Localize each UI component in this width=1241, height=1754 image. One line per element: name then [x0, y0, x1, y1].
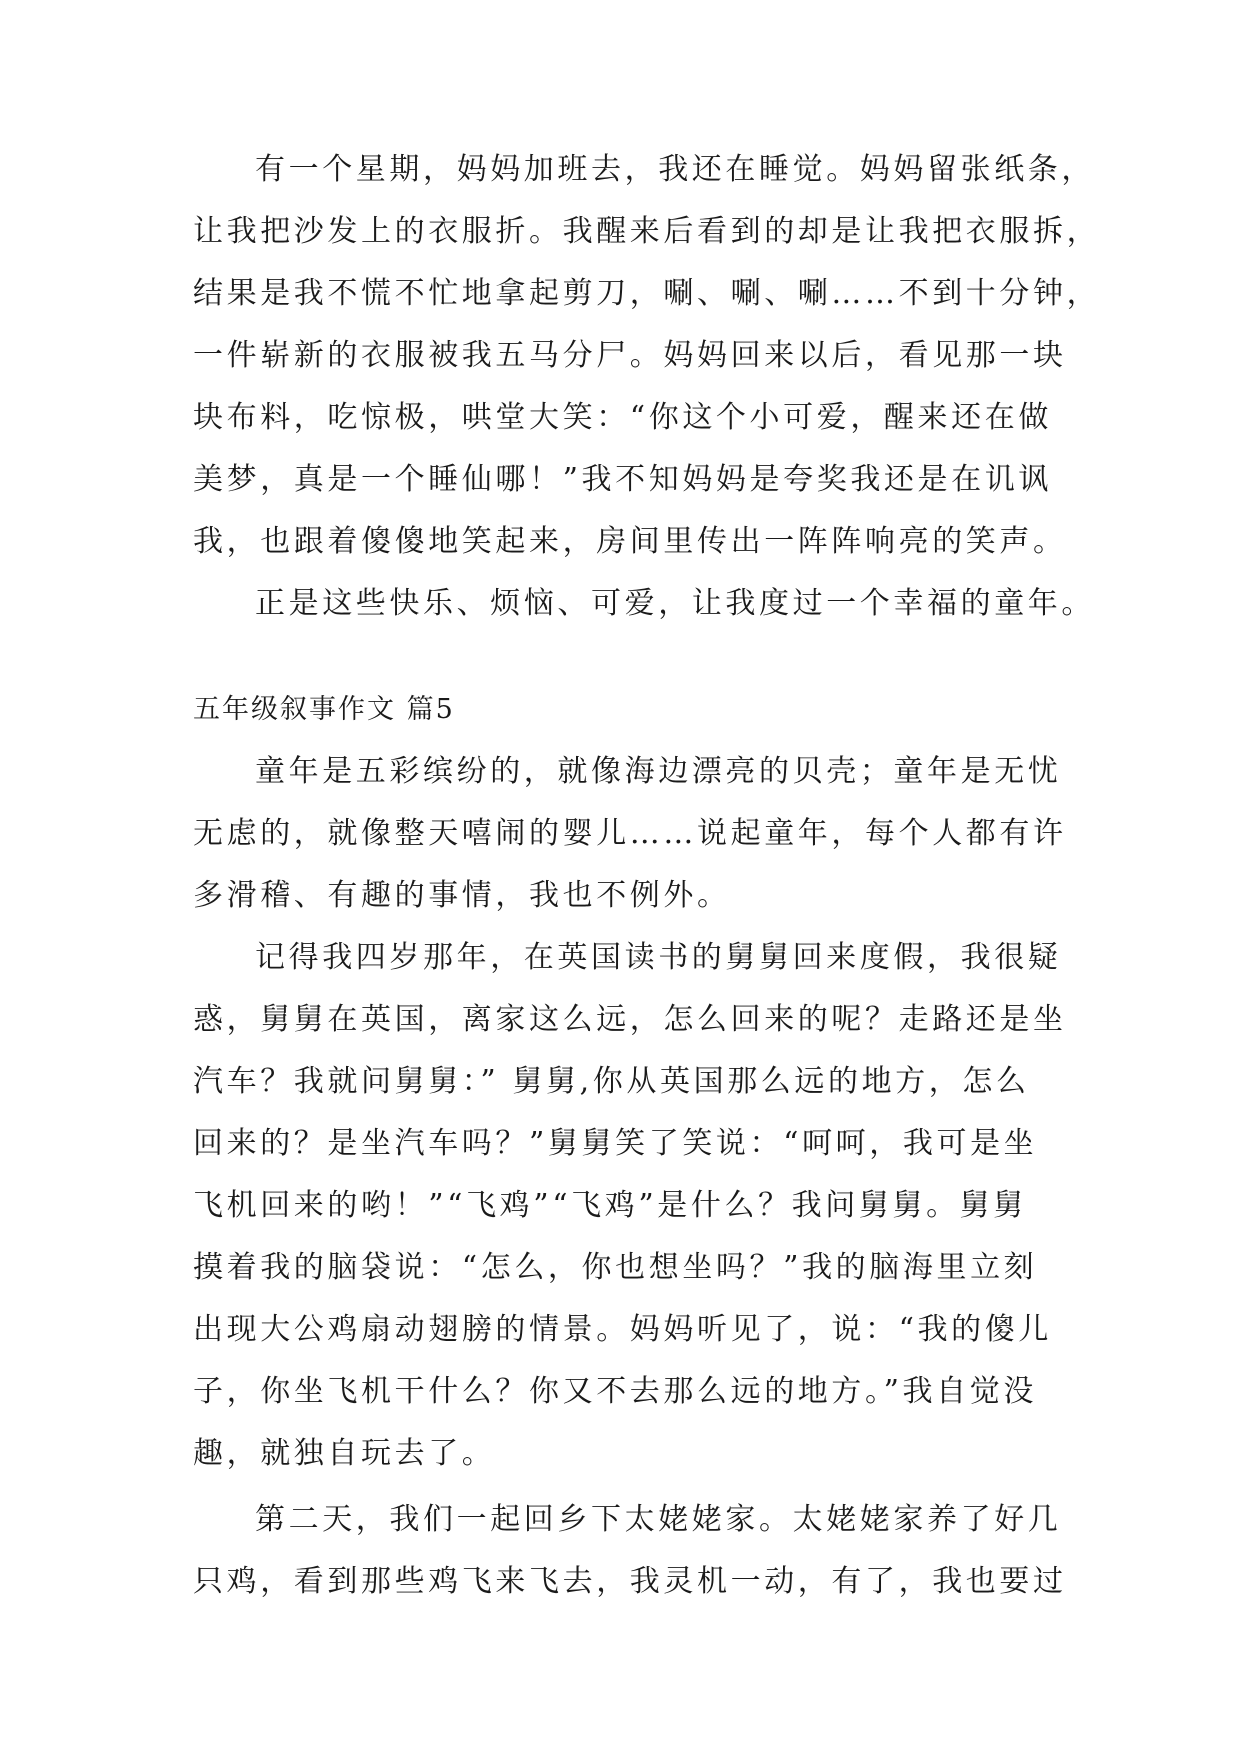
paragraph-line: 飞机回来的哟！”“飞鸡”“飞鸡”是什么？我问舅舅。舅舅 [193, 1188, 1027, 1223]
paragraph-line: 我，也跟着傻傻地笑起来，房间里传出一阵阵响亮的笑声。 [193, 524, 1067, 559]
paragraph-line: 正是这些快乐、烦恼、可爱，让我度过一个幸福的童年。 [255, 586, 1095, 621]
paragraph-line: 第二天，我们一起回乡下太姥姥家。太姥姥家养了好几 [255, 1502, 1062, 1537]
paragraph-line: 记得我四岁那年，在英国读书的舅舅回来度假，我很疑 [255, 940, 1062, 975]
paragraph-line: 让我把沙发上的衣服折。我醒来后看到的却是让我把衣服拆， [193, 214, 1101, 249]
section-heading: 五年级叙事作文 篇5 [193, 694, 455, 725]
paragraph-line: 只鸡，看到那些鸡飞来飞去，我灵机一动，有了，我也要过 [193, 1564, 1067, 1599]
paragraph-line: 摸着我的脑袋说：“怎么，你也想坐吗？”我的脑海里立刻 [193, 1250, 1038, 1285]
paragraph-line: 结果是我不慌不忙地拿起剪刀，唰、唰、唰……不到十分钟， [193, 276, 1101, 311]
paragraph-line: 出现大公鸡扇动翅膀的情景。妈妈听见了，说：“我的傻儿 [193, 1312, 1052, 1347]
paragraph-line: 多滑稽、有趣的事情，我也不例外。 [193, 878, 731, 913]
paragraph-line: 无虑的，就像整天嘻闹的婴儿……说起童年，每个人都有许 [193, 816, 1067, 851]
paragraph-line: 块布料，吃惊极，哄堂大笑：“你这个小可爱，醒来还在做 [193, 400, 1052, 435]
paragraph-line: 汽车？我就问舅舅：” 舅舅,你从英国那么远的地方，怎么 [193, 1064, 1030, 1099]
paragraph-line: 美梦，真是一个睡仙哪！”我不知妈妈是夸奖我还是在讥讽 [193, 462, 1052, 497]
paragraph-line: 回来的？是坐汽车吗？”舅舅笑了笑说：“呵呵，我可是坐 [193, 1126, 1038, 1161]
paragraph-line: 惑，舅舅在英国，离家这么远，怎么回来的呢？走路还是坐 [193, 1002, 1067, 1037]
paragraph-line: 趣，就独自玩去了。 [193, 1436, 496, 1471]
paragraph-line: 有一个星期，妈妈加班去，我还在睡觉。妈妈留张纸条， [255, 152, 1095, 187]
paragraph-line: 子，你坐飞机干什么？你又不去那么远的地方。”我自觉没 [193, 1374, 1037, 1409]
paragraph-line: 一件崭新的衣服被我五马分尸。妈妈回来以后，看见那一块 [193, 338, 1067, 373]
paragraph-line: 童年是五彩缤纷的，就像海边漂亮的贝壳；童年是无忧 [255, 754, 1062, 789]
